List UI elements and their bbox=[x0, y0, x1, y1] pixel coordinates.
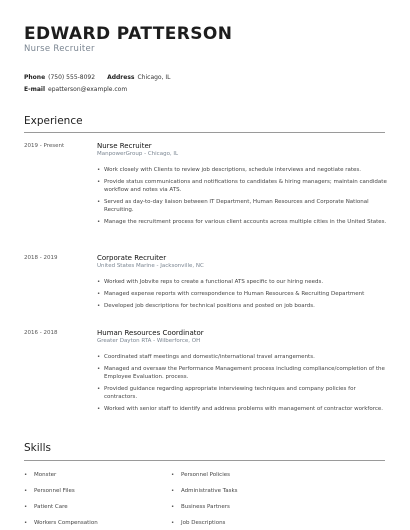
job-role: Corporate Recruiter bbox=[97, 254, 167, 262]
skill-item: • Workers Compensation bbox=[24, 520, 98, 526]
experience-heading: Experience bbox=[24, 115, 83, 127]
address-label: Address bbox=[107, 74, 135, 81]
job-bullet: • Worked with Jobvite reps to create a functional ATS specific to our hiring needs. bbox=[97, 278, 387, 286]
job-bullets bbox=[97, 353, 387, 417]
job-bullet: • Served as day-to-day liaison between IT Department, Human Resources and Corporate National Recruiting. bbox=[97, 198, 387, 214]
email-label: E-mail bbox=[24, 86, 46, 93]
job-bullet: • Manage the recruitment process for various client accounts across multiple cities in the United States. bbox=[97, 218, 387, 226]
job-role: Nurse Recruiter bbox=[97, 142, 152, 150]
skills-divider bbox=[24, 460, 385, 461]
job-bullet: • Managed expense reports with correspondence to Human Resources & Recruiting Department bbox=[97, 290, 387, 298]
skill-item: • Personnel Files bbox=[24, 488, 75, 494]
job-bullets bbox=[97, 278, 387, 314]
address-value: Chicago, IL bbox=[137, 74, 171, 81]
skill-item: • Job Descriptions bbox=[171, 520, 225, 526]
candidate-name: EDWARD PATTERSON bbox=[24, 24, 233, 44]
job-company: United States Marine - Jacksonville, NC bbox=[97, 263, 204, 269]
phone-label: Phone bbox=[24, 74, 46, 81]
job-dates: 2018 - 2019 bbox=[24, 255, 58, 261]
job-bullet: • Provided guidance regarding appropriate interviewing techniques and company policies for contractors. bbox=[97, 385, 387, 401]
job-bullet: • Developed job descriptions for technical positions and posted on job boards. bbox=[97, 302, 387, 310]
job-dates: 2016 - 2018 bbox=[24, 330, 58, 336]
job-dates: 2019 - Present bbox=[24, 143, 65, 149]
contact-line-phone-address bbox=[24, 74, 171, 81]
skill-item: • Business Partners bbox=[171, 504, 230, 510]
job-company: Greater Dayton RTA - Wilberforce, OH bbox=[97, 338, 201, 344]
skills-heading: Skills bbox=[24, 442, 51, 454]
job-company: ManpowerGroup - Chicago, IL bbox=[97, 151, 179, 157]
job-bullet: • Provide status communications and notifications to candidates & hiring managers; maintain candidate workflow and notes via ATS. bbox=[97, 178, 387, 194]
skill-item: • Patient Care bbox=[24, 504, 68, 510]
job-title: Nurse Recruiter bbox=[24, 44, 95, 54]
job-bullets bbox=[97, 166, 387, 230]
job-bullet: • Coordinated staff meetings and domestic/international travel arrangements. bbox=[97, 353, 387, 361]
phone-value: (750) 555-8092 bbox=[48, 74, 96, 81]
job-bullet: • Managed and oversaw the Performance Management process including compliance/completion of the Employee Evaluation. process. bbox=[97, 365, 387, 381]
job-bullet: • Worked with senior staff to identify and address problems with management of contractor workforce. bbox=[97, 405, 387, 413]
email-value: epatterson@example.com bbox=[48, 86, 128, 93]
experience-divider bbox=[24, 132, 385, 133]
job-bullet: • Work closely with Clients to review job descriptions, schedule interviews and negotiate rates. bbox=[97, 166, 387, 174]
job-role: Human Resources Coordinator bbox=[97, 329, 204, 337]
contact-line-email bbox=[24, 86, 127, 93]
skill-item: • Administrative Tasks bbox=[171, 488, 238, 494]
skill-item: • Personnel Policies bbox=[171, 472, 230, 478]
skill-item: • Monster bbox=[24, 472, 56, 478]
